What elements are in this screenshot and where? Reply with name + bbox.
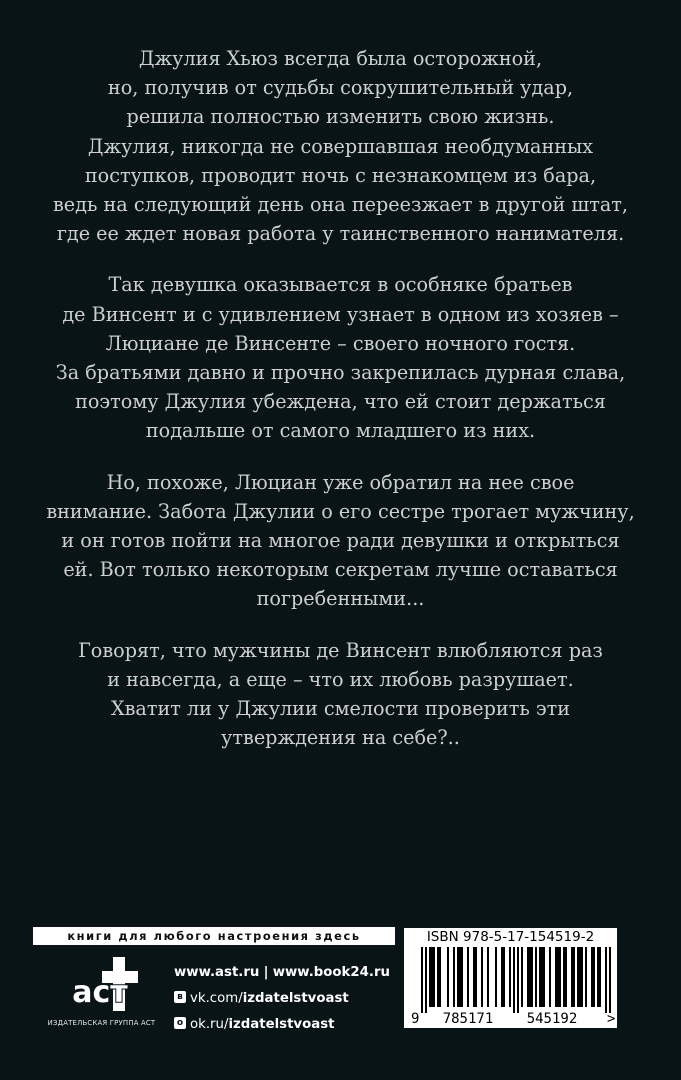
barcode-bar	[563, 947, 565, 1007]
ok-handle: izdatelstvoast	[228, 1017, 335, 1032]
barcode-bar	[597, 947, 599, 1007]
barcode-bar	[429, 947, 431, 1007]
barcode-bar	[513, 947, 515, 1013]
barcode-bar	[535, 947, 537, 1007]
publisher-group-label: ИЗДАТЕЛЬСКАЯ ГРУППА АСТ	[47, 1019, 156, 1027]
vk-icon: в	[174, 991, 186, 1003]
barcode-bar	[487, 947, 489, 1007]
blurb-line: но, получив от судьбы сокрушительный удар,	[107, 76, 574, 100]
blurb-line: ей. Вот только некоторым секретам лучше оставаться	[63, 558, 618, 582]
barcode-digit-first: 9	[411, 1011, 420, 1027]
barcode-bar	[467, 947, 469, 1007]
blurb-line: утверждения на себе?..	[221, 726, 460, 750]
barcode-bar	[593, 947, 595, 1007]
barcode-bar	[531, 947, 533, 1007]
barcode-bar	[599, 947, 601, 1007]
barcode-bar	[425, 947, 427, 1013]
barcode-bar	[439, 947, 441, 1007]
barcode-bar	[543, 947, 545, 1007]
barcode-bar	[501, 947, 503, 1007]
blurb-paragraph-1	[0, 44, 681, 248]
barcode-bar	[579, 947, 581, 1007]
barcode-bars	[421, 947, 611, 1013]
blurb-line: подальше от самого младшего из них.	[145, 419, 536, 443]
barcode-bar	[437, 947, 439, 1007]
blurb-line: внимание. Забота Джулии о его сестре трогает мужчину,	[46, 499, 635, 523]
vk-prefix: vk.com/	[190, 991, 243, 1006]
barcode-bar	[571, 947, 573, 1007]
barcode-bar	[541, 947, 543, 1007]
barcode-bar	[447, 947, 449, 1007]
book-blurb	[0, 44, 681, 774]
blurb-paragraph-4	[0, 636, 681, 753]
barcode-graphic	[404, 928, 617, 1028]
blurb-paragraph-2	[0, 270, 681, 445]
blurb-line: где ее ждет новая работа у таинственного нанимателя.	[56, 222, 625, 246]
blurb-line: Люциане де Винсенте – своего ночного гостя.	[105, 331, 576, 355]
vk-row[interactable]	[174, 986, 390, 1012]
barcode-bar	[503, 947, 505, 1007]
blurb-line: Говорят, что мужчины де Винсент влюбляются раз	[78, 638, 603, 662]
barcode-digits-left: 785171	[442, 1011, 494, 1027]
barcode-bar	[577, 947, 579, 1007]
barcode-bar	[433, 947, 435, 1007]
barcode-bar	[559, 947, 561, 1007]
barcode-bar	[521, 947, 523, 1007]
vk-handle: izdatelstvoast	[242, 991, 349, 1006]
ok-prefix: ok.ru/	[190, 1017, 229, 1032]
barcode-bar	[581, 947, 583, 1007]
tagline-banner: книги для любого настроения здесь	[33, 927, 395, 945]
barcode-bar	[495, 947, 497, 1007]
barcode-bar	[591, 947, 593, 1007]
barcode-bar	[453, 947, 455, 1007]
blurb-line: и он готов пойти на многое ради девушки и открыться	[61, 529, 620, 553]
barcode-bar	[585, 947, 587, 1007]
logo-text: аст	[72, 975, 128, 1010]
isbn-barcode	[404, 928, 617, 1028]
website-link-book24[interactable]: www.book24.ru	[272, 965, 390, 980]
barcode-bar	[509, 947, 511, 1007]
ast-logo	[52, 955, 148, 1015]
barcode-bar	[431, 947, 433, 1007]
blurb-line: и навсегда, а еще – что их любовь разрушает.	[107, 667, 574, 691]
barcode-bar	[475, 947, 477, 1007]
website-link-ast[interactable]: www.ast.ru	[174, 965, 260, 980]
barcode-bar	[609, 947, 611, 1013]
blurb-line: Но, похоже, Люциан уже обратил на нее свое	[106, 470, 575, 494]
barcode-bar	[573, 947, 575, 1007]
blurb-line: За братьями давно и прочно закрепилась дурная слава,	[55, 361, 626, 385]
barcode-bar	[529, 947, 531, 1007]
barcode-bar	[539, 947, 541, 1007]
blurb-line: ведь на следующий день она переезжает в другой штат,	[53, 193, 628, 217]
blurb-line: де Винсент и с удивлением узнает в одном из хозяев –	[62, 302, 619, 326]
barcode-bar	[549, 947, 551, 1007]
blurb-line: поступков, проводит ночь с незнакомцем из бара,	[84, 163, 597, 187]
publisher-links	[174, 960, 390, 1038]
barcode-bar	[461, 947, 463, 1007]
blurb-line: погребенными...	[256, 587, 425, 611]
blurb-paragraph-3	[0, 468, 681, 614]
blurb-line: Так девушка оказывается в особняке братьев	[108, 273, 573, 297]
barcode-bar	[605, 947, 607, 1013]
barcode-bar	[565, 947, 567, 1007]
barcode-quiet-zone-symbol: >	[607, 1011, 616, 1027]
barcode-bar	[481, 947, 483, 1007]
barcode-bar	[459, 947, 461, 1007]
isbn-number: ISBN 978-5-17-154519-2	[426, 929, 595, 945]
blurb-line: Хватит ли у Джулии смелости проверить эти	[110, 697, 571, 721]
barcode-bar	[557, 947, 559, 1007]
barcode-bar	[473, 947, 475, 1007]
barcode-bar	[421, 947, 423, 1013]
ok-row[interactable]	[174, 1012, 390, 1038]
barcode-digits-right: 545192	[526, 1011, 578, 1027]
blurb-line: решила полностью изменить свою жизнь.	[126, 105, 555, 129]
barcode-bar	[555, 947, 557, 1007]
barcode-bar	[517, 947, 519, 1013]
websites-row	[174, 960, 390, 986]
odnoklassniki-icon: o	[174, 1017, 186, 1029]
blurb-line: поэтому Джулия убеждена, что ей стоит держаться	[75, 390, 606, 414]
websites-separator: |	[263, 965, 269, 980]
blurb-line: Джулия Хьюз всегда была осторожной,	[138, 47, 543, 70]
blurb-line: Джулия, никогда не совершавшая необдуманных	[87, 134, 594, 158]
barcode-bar	[457, 947, 459, 1007]
barcode-bar	[527, 947, 529, 1007]
